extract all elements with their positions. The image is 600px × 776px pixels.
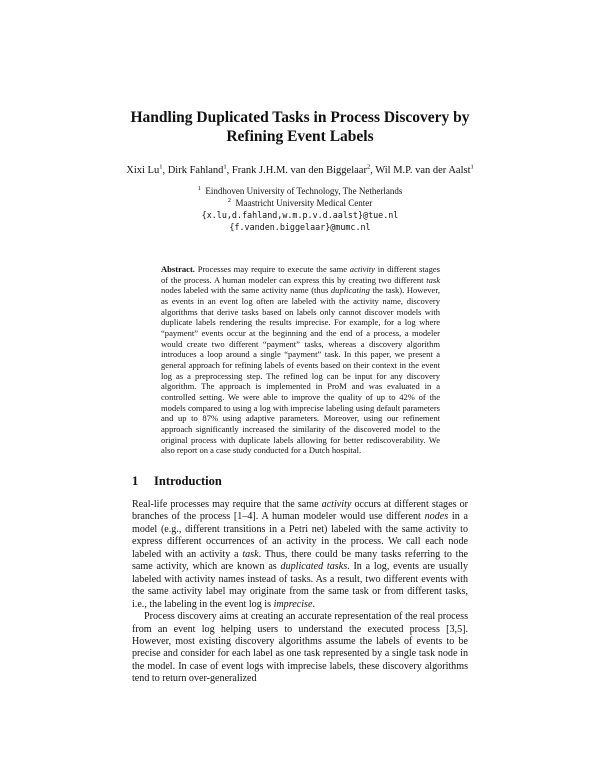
author-affiliation-mark: 1: [470, 163, 474, 171]
body-emphasis: imprecise: [273, 598, 313, 610]
body-emphasis: task: [242, 548, 259, 560]
body-text: .: [312, 598, 315, 610]
author-affiliation-mark: 1: [159, 163, 163, 171]
author-name: Xixi Lu: [126, 165, 160, 176]
body-emphasis: duplicated tasks: [280, 561, 348, 573]
body-emphasis: nodes: [424, 511, 449, 523]
affiliation-text: Eindhoven University of Technology, The Netherlands: [205, 186, 403, 196]
author-affiliation-mark: 2: [366, 163, 371, 171]
body-text: in a model (e.g., different transitions in a Petri net) labeled with the same activity to express different occurrences of an activity in the process. We call each node labeled with an activity a: [132, 511, 468, 560]
affiliation-line: [100, 185, 500, 197]
abstract-text: the task). However, as events in an event log often are labeled with the activity name, discovery algorithms that derive tasks based on labels only cannot discover models with duplicate labels rendering the results imprecise. For example, for a log where “payment” events occur at the beginning and the end of a process, a modeler would create two different “payment” tasks, whereas a discovery algorithm introduces a loop around a single “payment” task. In this paper, we present a general approach for refining labels of events based on their context in the event log as a preprocessing step. The refined log can be input for any discovery algorithm. The approach is implemented in ProM and was evaluated in a controlled setting. We were able to improve the quality of up to 42% of the models compared to using a log with imprecise labeling using default parameters and up to 87% using adaptive parameters. Moreover, using our refinement approach significantly increased the similarity of the discovered model to the original process with duplicate labels allowing for better rediscoverability. We also report on a case study conducted for a Dutch hospital.: [161, 285, 440, 456]
author-separator: ,: [162, 165, 168, 176]
abstract-emphasis: task: [426, 274, 440, 285]
abstract: [161, 264, 440, 456]
section-title: Introduction: [154, 474, 222, 488]
body-emphasis: activity: [321, 499, 352, 510]
section-number: 1: [132, 474, 139, 488]
abstract-text: Processes may require to execute the same: [194, 264, 350, 274]
author-affiliation-mark: 1: [223, 163, 227, 171]
author-name: Frank J.H.M. van den Biggelaar: [231, 165, 367, 176]
author-separator: ,: [226, 165, 232, 176]
affiliations: [100, 185, 500, 233]
body-text: . In a log, events are usually labeled with activity names instead of tasks. As a result, two different events with the same activity label may originate from the same task or from different tasks, i.e., the labeling in the event log is: [132, 561, 468, 610]
affiliation-mark: 1: [197, 185, 201, 192]
author-name: Dirk Fahland: [167, 165, 224, 176]
abstract-text: nodes labeled with the same activity name (thus: [161, 285, 331, 296]
abstract-text: in different stages of the process. A human modeler can express this by creating two different: [161, 264, 440, 285]
email-line: {x.lu,d.fahland,w.m.p.v.d.aalst}@tue.nl: [201, 210, 399, 220]
title-line-1: Handling Duplicated Tasks in Process Discovery by: [130, 109, 470, 126]
abstract-label: Abstract.: [161, 264, 195, 274]
affiliation-line: [100, 197, 500, 209]
paper-title: [100, 108, 500, 146]
body-text: Process discovery aims at creating an accurate representation of the real process from an event log helping users to understand the executed process [3,5]. However, most existing discovery algorithms assume the labels of events to be precise and consider for each label as one task represented by a single task node in the model. In case of event logs with imprecise labels, these discovery algorithms tend to return over-generalized: [132, 611, 468, 685]
affiliation-text: Maastricht University Medical Center: [235, 198, 373, 208]
affiliation-mark: 2: [227, 197, 232, 204]
author-separator: ,: [370, 165, 376, 176]
body-text: Real-life processes may require that the same: [132, 499, 322, 510]
email-line: {f.vanden.biggelaar}@mumc.nl: [229, 222, 371, 232]
section-heading: [132, 474, 222, 489]
author-name: Wil M.P. van der Aalst: [375, 165, 471, 176]
paragraph: [132, 611, 468, 686]
abstract-emphasis: duplicating: [330, 285, 370, 296]
author-list: [60, 164, 540, 177]
abstract-emphasis: activity: [349, 264, 375, 274]
paragraph: [132, 499, 468, 611]
body-text: occurs at different stages or branches of the process [1–4]. A human modeler would use different: [132, 499, 468, 523]
section-body: [132, 499, 468, 686]
body-text: . Thus, there could be many tasks referring to the same activity, which are known as: [132, 548, 468, 573]
title-line-2: Refining Event Labels: [226, 128, 374, 145]
